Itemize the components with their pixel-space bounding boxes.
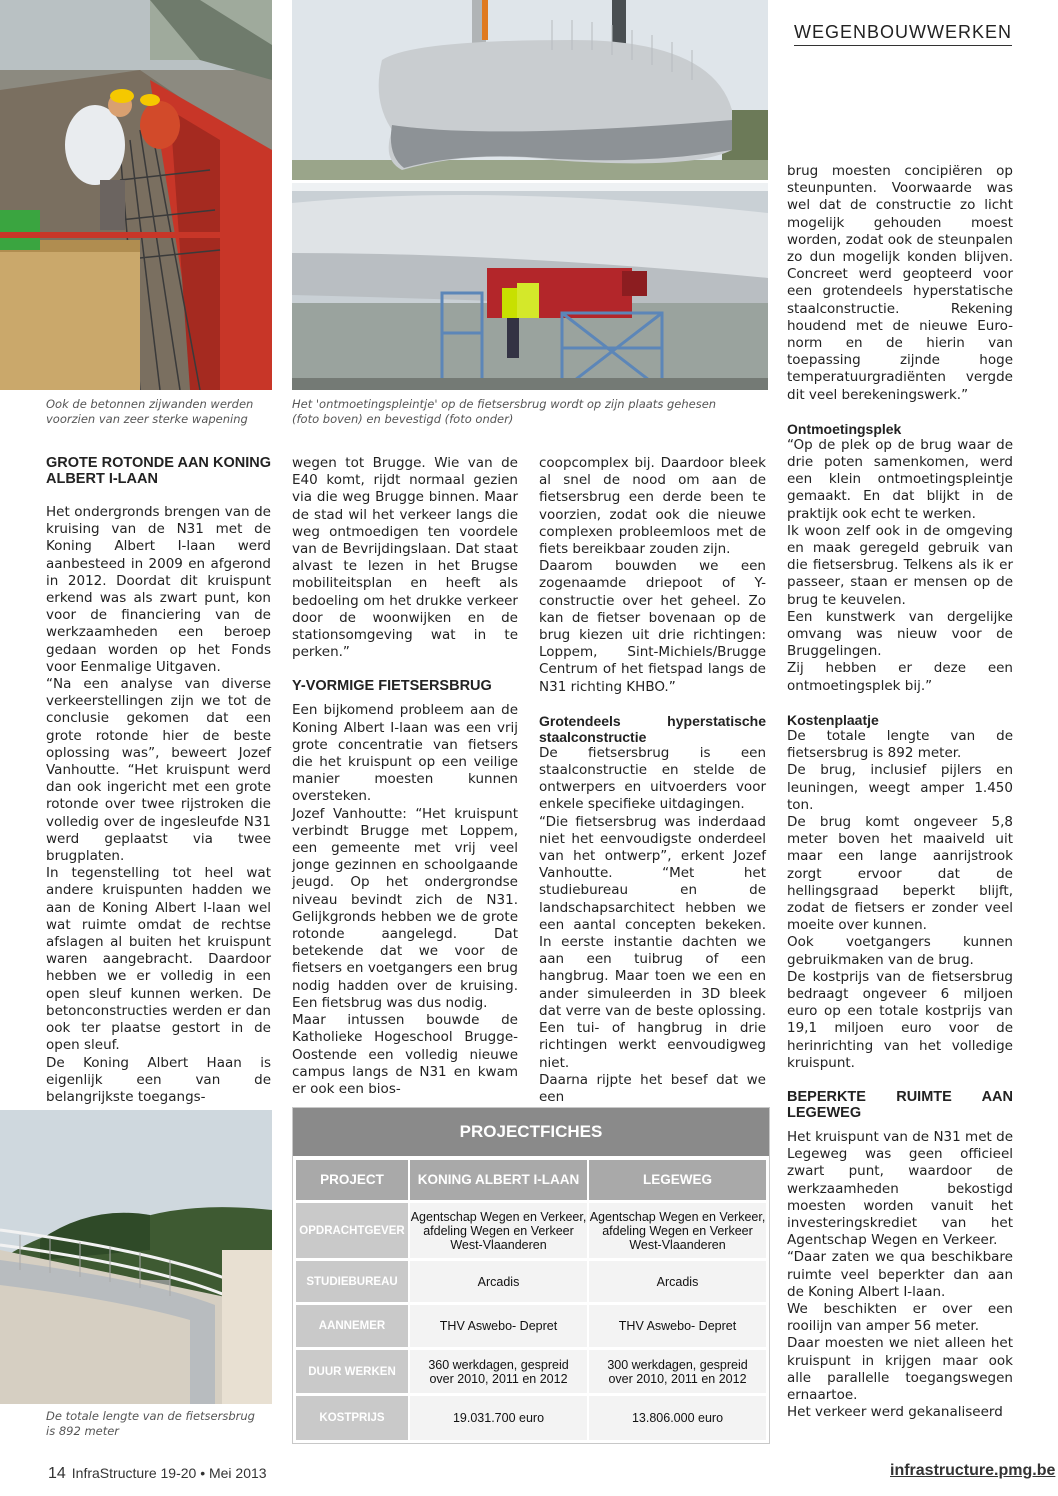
paragraph: Een bijkomend probleem aan de Koning Albert I-laan was een vrij grote concentratie van fietsers die het kruispunt op een veilige manier moesten kunnen oversteken. <box>292 702 518 805</box>
paragraph: Het kruispunt van de N31 met de Legeweg was geen officieel zwart punt, waardoor de werkzaamheden bekostigd moesten worden vanuit het investeringskrediet van het Agentschap Wegen en Verkeer. <box>787 1128 1013 1249</box>
column-2 <box>292 455 518 1098</box>
column-4 <box>787 163 1013 1421</box>
row-label: STUDIEBUREAU <box>296 1261 408 1302</box>
paragraph: De brug, inclusief pijlers en leuningen, weegt amper 1.450 ton. <box>787 762 1013 813</box>
bridge-railing-photo <box>0 1110 272 1404</box>
page-number: 14 <box>48 1465 66 1482</box>
table-cell: THV Aswebo- Depret <box>589 1305 766 1347</box>
bridge-underside-photo <box>292 183 768 390</box>
paragraph: Daarom bouwden we een zogenaamde driepoot of Y-constructie over het geheel. Zo kan de fietser bovenaan op de brug kiezen uit drie richtingen: Loppem, Sint-Michiels/Brugge Centrum of het fietspad langs de N31 richting KHBO.” <box>539 558 766 695</box>
paragraph: De brug komt ongeveer 5,8 meter boven het maaiveld uit maar een lange aanrijstrook zorgt ervoor dat de hellingsgraad beperkt blijft, zodat de fietsers er zonder veel moeite over kunnen. <box>787 813 1013 934</box>
paragraph: “Daar zaten we qua beschikbare ruimte veel beperkter dan aan de Koning Albert I-laan. <box>787 1249 1013 1300</box>
table-header: PROJECT <box>296 1160 408 1200</box>
bridge-caption: Het 'ontmoetingspleintje' op de fietsersbrug wordt op zijn plaats gehesen (foto boven) en bevestigd (foto onder) <box>292 397 717 426</box>
paragraph: Zij hebben er deze een ontmoetingsplek bij.” <box>787 660 1013 694</box>
paragraph: De Koning Albert Haan is eigenlijk een van de belangrijkste toegangs- <box>46 1054 271 1105</box>
publication-name: InfraStructure 19-20 • Mei 2013 <box>71 1465 267 1481</box>
row-label: KOSTPRIJS <box>296 1396 408 1440</box>
table-cell: THV Aswebo- Depret <box>410 1305 587 1347</box>
heading-grote-rotonde: GROTE ROTONDE AAN KONING ALBERT I-LAAN <box>46 455 271 487</box>
table-title: PROJECTFICHES <box>293 1108 769 1156</box>
table-cell: Arcadis <box>589 1261 766 1302</box>
paragraph: Ook voetgangers kunnen gebruikmaken van de brug. <box>787 934 1013 968</box>
bottom-caption: De totale lengte van de fietsersbrug is 892 meter <box>46 1409 255 1438</box>
paragraph: coopcomplex bij. Daardoor bleek al snel de nood om aan de fietsersbrug een derde been te voorzien, zodat ook die nieuwe complexen probleemloos met de fiets bereikbaar zouden zijn. <box>539 455 766 558</box>
paragraph: Het verkeer werd gekanaliseerd <box>787 1404 1003 1421</box>
table-header: LEGEWEG <box>589 1160 766 1200</box>
paragraph: De fietsersbrug is een staalconstructie en stelde de ontwerpers en uitvoerders voor enkele specifieke uitdagingen. <box>539 744 766 813</box>
table-cell: Agentschap Wegen en Verkeer, afdeling Wegen en Verkeer West-Vlaanderen <box>589 1203 766 1258</box>
heading-y-vormige-fietsersbrug: Y-VORMIGE FIETSERSBRUG <box>292 678 492 695</box>
projectfiches-table <box>292 1107 770 1444</box>
column-3 <box>539 455 766 1106</box>
heading-kostenplaatje: Kostenplaatje <box>787 711 879 728</box>
table-cell: Arcadis <box>410 1261 587 1302</box>
row-label: OPDRACHTGEVER <box>296 1203 408 1258</box>
footer-page-info <box>48 1465 267 1483</box>
paragraph: “Na een analyse van diverse verkeerstellingen zijn we tot de conclusie gekomen dat een grote rotonde hier de beste oplossing was”, beweert Jozef Vanhoutte. “Het kruispunt werd dan ook ingericht met een grote rotonde over twee rijstroken die volledig over de ingesleufde N31 werd geplaatst via twee brugplaten. <box>46 676 271 865</box>
paragraph: Een kunstwerk van dergelijke omvang was nieuw voor de Bruggelingen. <box>787 608 1013 660</box>
table-header: KONING ALBERT I-LAAN <box>410 1160 587 1200</box>
paragraph: “Op de plek op de brug waar de drie poten samenkomen, werd een klein ontmoetingspleintje gemaakt. En dat blijkt in de praktijk ook echt te werken. <box>787 436 1013 522</box>
row-label: DUUR WERKEN <box>296 1350 408 1393</box>
paragraph: We beschikten er over een rooilijn van amper 56 meter. <box>787 1300 1013 1335</box>
paragraph: Jozef Vanhoutte: “Het kruispunt verbindt Brugge met Loppem, een gemeente met vrij veel jonge gezinnen en schoolgaande jeugd. Op het ondergrondse niveau bevindt zich de N31. Gelijkgronds hebben we de grote rotonde aangelegd. Dat betekende dat we voor de fietsers en voetgangers een brug nodig hadden over de kruising. Een fietsbrug was dus nodig. <box>292 805 518 1011</box>
paragraph: Daarna rijpte het besef dat we een <box>539 1071 766 1105</box>
paragraph: Maar intussen bouwde de Katholieke Hogeschool Brugge-Oostende een volledig nieuwe campus langs de N31 en kwam er ook een bios- <box>292 1012 518 1097</box>
paragraph: “Die fietsersbrug was inderdaad niet het eenvoudigste onderdeel van het ontwerp”, erkent Jozef Vanhoutte. “Met het studiebureau en de landschapsarchitect hebben we een aantal concepten bekeken. In eerste instantie dachten we aan een tuibrug of een hangbrug. Maar toen we een en ander simuleerden in 3D bleek dat verre van de beste oplossing. Een tui- of hangbrug in drie richtingen werkt eenvoudigweg niet. <box>539 813 766 1071</box>
heading-beperkte-ruimte: BEPERKTE RUIMTE AAN LEGEWEG <box>787 1088 1013 1121</box>
column-1 <box>46 455 271 1106</box>
paragraph: De totale lengte van de fietsersbrug is 892 meter. <box>787 727 1013 762</box>
workers-photo <box>0 0 272 390</box>
table-cell: 360 werkdagen, gespreid over 2010, 2011 en 2012 <box>410 1350 587 1393</box>
table-cell: 300 werkdagen, gespreid over 2010, 2011 en 2012 <box>589 1350 766 1393</box>
heading-hyperstatische-staalconstructie: Grotendeels hyperstatische staalconstructie <box>539 712 766 745</box>
footer-url-link[interactable]: infrastructure.pmg.be <box>890 1462 1056 1479</box>
paragraph: Daar moesten we niet alleen het kruispunt in krijgen maar ook alle parallelle toegangswegen ernaartoe. <box>787 1335 1013 1403</box>
paragraph: Het ondergronds brengen van de kruising van de N31 met de Koning Albert I-laan werd aanbesteed in 2009 en afgerond in 2012. Doordat dit kruispunt erkend was als zwart punt, kon voor de financiering van de werkzaamheden een beroep gedaan worden op het Fonds voor Eenmalige Uitgaven. <box>46 504 271 675</box>
heading-ontmoetingsplek: Ontmoetingsplek <box>787 420 902 437</box>
paragraph: wegen tot Brugge. Wie van de E40 komt, rijdt normaal gezien via die weg Brugge binnen. Maar de stad wil het verkeer langs die weg ontmoedigen ten voordele van de Bevrijdingslaan. Dat staat alvast te lezen in het Brugse mobiliteitsplan en heeft als bedoeling om het drukke verkeer door de woonwijken en de stationsomgeving wat in te perken.” <box>292 455 518 661</box>
paragraph: De kostprijs van de fietsersbrug bedraagt ongeveer 6 miljoen euro op een totale kostprijs van 19,1 miljoen euro voor de herinrichting van het volledige kruispunt. <box>787 968 1013 1071</box>
paragraph: Ik woon zelf ook in de omgeving en maak geregeld gebruik van die fietsersbrug. Telkens als ik er passeer, staan er mensen op de brug te keuvelen. <box>787 522 1013 608</box>
paragraph: In tegenstelling tot heel wat andere kruispunten hadden we aan de Koning Albert I-laan wel wat ruimte omdat de rechtse afslagen al buiten het kruispunt waren aangebracht. Daardoor hebben we er volledig in een open sleuf kunnen werken. De betonconstructies werden er dan ook ter plaatse gestort in de open sleuf. <box>46 865 271 1054</box>
section-label: WEGENBOUWWERKEN <box>794 22 1012 46</box>
paragraph: brug moesten concipiëren op steunpunten. Voorwaarde was wel dat de constructie zo licht mogelijk gehouden moest worden, zodat ook de steunpalen zo dun mogelijk konden blijven. Concreet werd geopteerd voor een grotendeels hyperstatische staalconstructie. Rekening houdend met de nieuwe Euro-norm en de hierin van toepassing zijnde hoge temperatuurgradiënten vergde dit veel berekeningswerk.” <box>787 163 1013 403</box>
table-cell: Agentschap Wegen en Verkeer, afdeling Wegen en Verkeer West-Vlaanderen <box>410 1203 587 1258</box>
table-cell: 13.806.000 euro <box>589 1396 766 1440</box>
workers-caption: Ook de betonnen zijwanden werden voorzien van zeer sterke wapening <box>46 397 254 426</box>
bridge-hoist-photo <box>292 0 768 180</box>
table-cell: 19.031.700 euro <box>410 1396 587 1440</box>
row-label: AANNEMER <box>296 1305 408 1347</box>
